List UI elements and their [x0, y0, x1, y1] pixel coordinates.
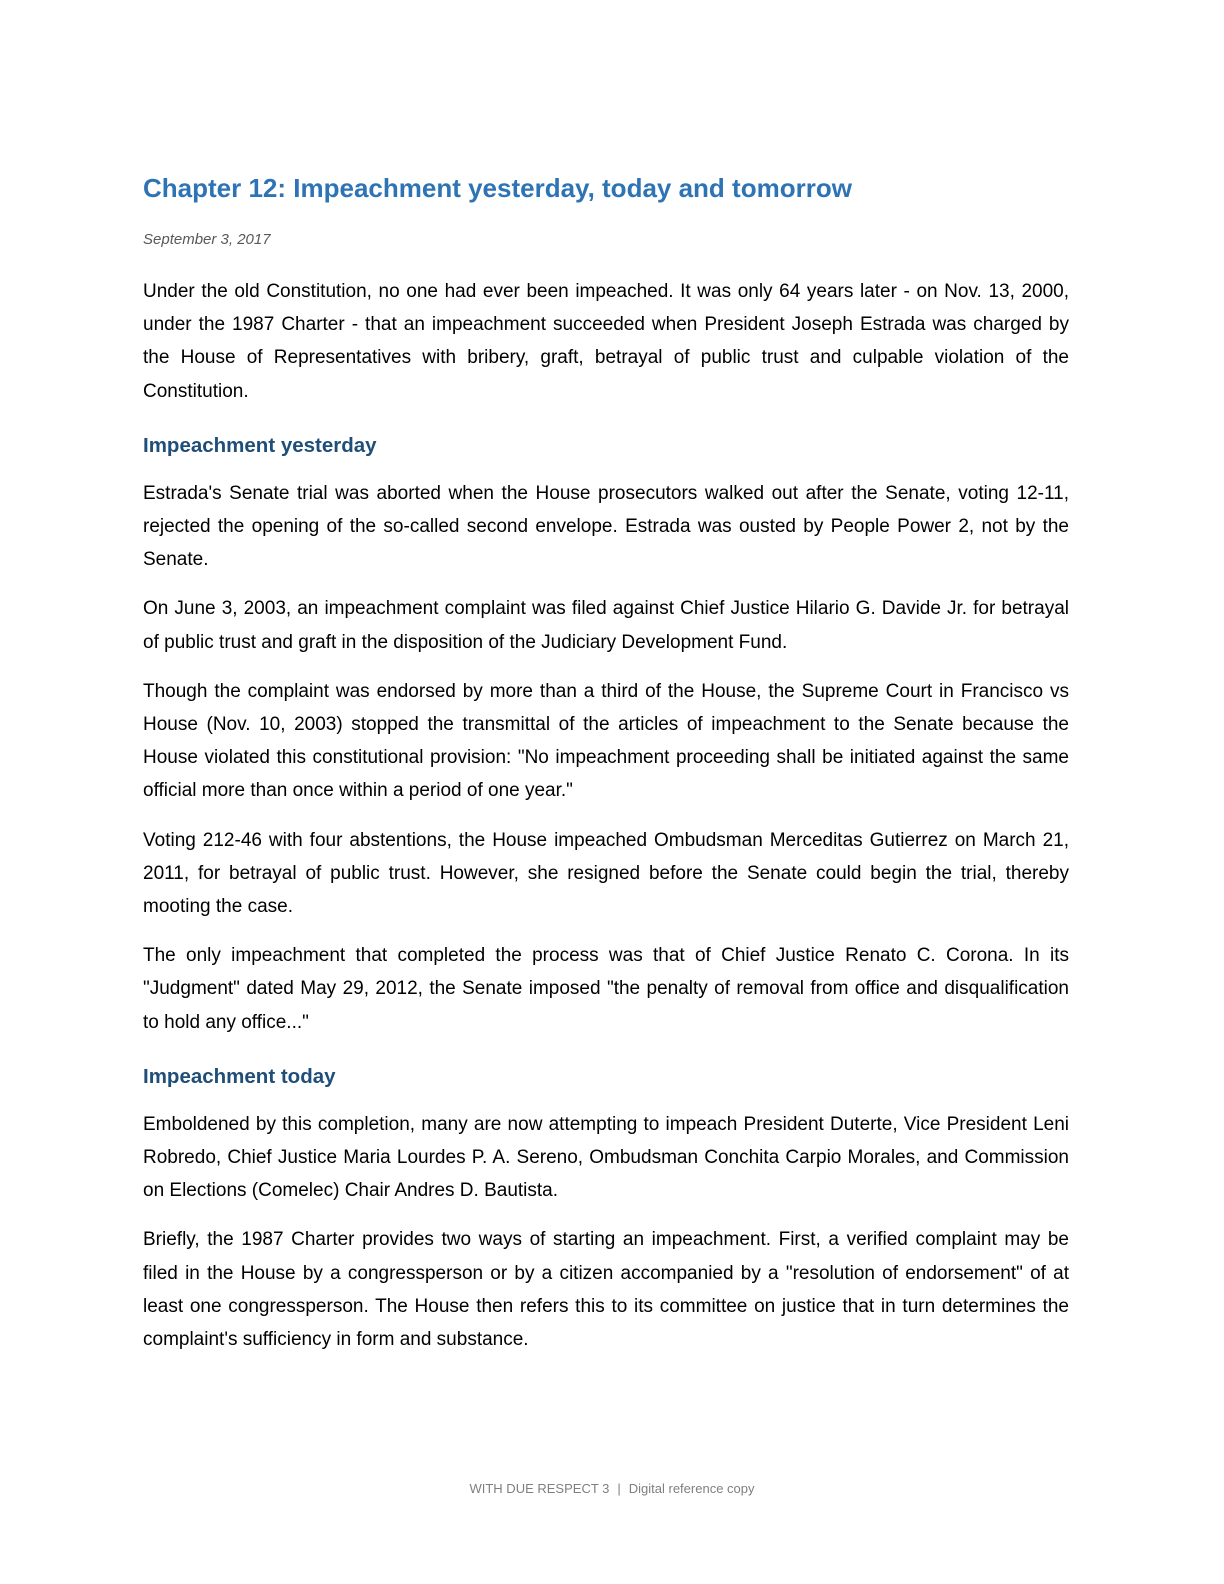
section-heading-yesterday: Impeachment yesterday — [143, 433, 377, 457]
publication-date: September 3, 2017 — [143, 231, 271, 248]
paragraph-davide-complaint: On June 3, 2003, an impeachment complaint was filed against Chief Justice Hilario G. Davide Jr. for betrayal of public trust and graft in the disposition of the Judiciary Development Fund. — [143, 598, 1069, 653]
paragraph-estrada-trial: Estrada's Senate trial was aborted when the House prosecutors walked out after the Senate, voting 12-11, rejected the opening of the so-called second envelope. Estrada was ousted by People Power 2, not by the Senate. — [143, 482, 1069, 571]
page-footer — [0, 1479, 1224, 1499]
paragraph-francisco-vs-house: Though the complaint was endorsed by more than a third of the House, the Supreme Court in Francisco vs House (Nov. 10, 2003) stopped the transmittal of the articles of impeachment to the Senate because the House violated this constitutional provision: "No impeachment proceeding shall be initiated against the same official more than once within a period of one year." — [143, 680, 1069, 802]
footer-book-title: WITH DUE RESPECT 3 — [469, 1481, 610, 1496]
footer-separator: | — [617, 1481, 621, 1496]
paragraph-impeachment-attempts: Emboldened by this completion, many are now attempting to impeach President Duterte, Vice President Leni Robredo, Chief Justice Maria Lourdes P. A. Sereno, Ombudsman Conchita Carpio Morales, and Commission on Elections (Comelec) Chair Andres D. Bautista. — [143, 1113, 1069, 1202]
paragraph-gutierrez: Voting 212-46 with four abstentions, the House impeached Ombudsman Merceditas Gutierrez on March 21, 2011, for betrayal of public trust. However, she resigned before the Senate could begin the trial, thereby mooting the case. — [143, 829, 1069, 918]
page-content — [143, 168, 1069, 1356]
paragraph-corona: The only impeachment that completed the process was that of Chief Justice Renato C. Corona. In its "Judgment" dated May 29, 2012, the Senate imposed "the penalty of removal from office and disqualification to hold any office..." — [143, 945, 1069, 1033]
section-heading-today: Impeachment today — [143, 1064, 336, 1088]
chapter-title: Chapter 12: Impeachment yesterday, today and tomorrow — [143, 173, 852, 203]
intro-paragraph: Under the old Constitution, no one had ever been impeached. It was only 64 years later - on Nov. 13, 2000, under the 1987 Charter - that an impeachment succeeded when President Joseph Estrada was charged by the House of Representatives with bribery, graft, betrayal of public trust and culpable violation of the Constitution. — [143, 281, 1069, 402]
footer-note: Digital reference copy — [628, 1481, 755, 1496]
paragraph-charter-procedure: Briefly, the 1987 Charter provides two ways of starting an impeachment. First, a verified complaint may be filed in the House by a congressperson or by a citizen accompanied by a "resolution of endorsement" of at least one congressperson. The House then refers this to its committee on justice that in turn determines the complaint's sufficiency in form and substance. — [143, 1229, 1069, 1351]
